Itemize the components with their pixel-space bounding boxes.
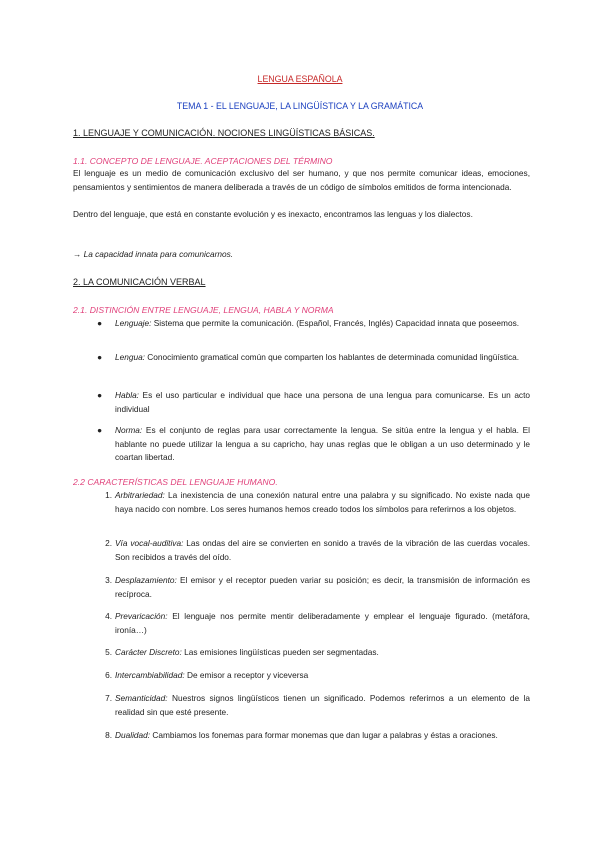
bullet-icon: ●: [97, 318, 103, 328]
bullet-text: [115, 389, 530, 416]
list-number: 2.: [105, 538, 112, 548]
list-term: Carácter Discreto:: [115, 647, 182, 657]
section-2-1-heading: 2.1. DISTINCIÓN ENTRE LENGUAJE, LENGUA, HABLA Y NORMA: [73, 305, 334, 315]
list-number: 4.: [105, 611, 112, 621]
list-number: 1.: [105, 490, 112, 500]
list-term: Dualidad:: [115, 730, 151, 740]
bullet-description: Es el uso particular e individual que hace una persona de una lengua para comunicarse. Es un acto individual: [115, 390, 530, 414]
bullet-term: Lenguaje:: [115, 318, 152, 328]
section-1-paragraph-1: El lenguaje es un medio de comunicación exclusivo del ser humano, y que nos permite comunicar ideas, emociones, pensamientos y sentimientos de manera deliberada a través de un código de símbolos emitidos de forma intencionada.: [73, 168, 530, 192]
list-description: La inexistencia de una conexión natural entre una palabra y su significado. No existe nada que haya nacido con nombre. Los seres humanos hemos creado todos los símbolos para referirnos a los objetos.: [115, 490, 530, 514]
list-number: 7.: [105, 693, 112, 703]
list-description: Las emisiones lingüísticas pueden ser segmentadas.: [181, 647, 379, 657]
list-text: [115, 692, 530, 719]
list-text: [115, 669, 530, 683]
list-number: 5.: [105, 647, 112, 657]
bullet-text: [115, 424, 530, 465]
bullet-term: Habla:: [115, 390, 139, 400]
bullet-icon: ●: [97, 352, 103, 362]
section-2-heading: 2. LA COMUNICACIÓN VERBAL: [73, 277, 206, 287]
bullet-text: [115, 351, 530, 365]
list-description: Las ondas del aire se convierten en sonido a través de la vibración de las cuerdas vocales. Son recibidos a través del oído.: [115, 538, 531, 562]
list-term: Desplazamiento:: [115, 575, 177, 585]
list-term: Vía vocal-auditiva:: [115, 538, 184, 548]
list-number: 6.: [105, 670, 112, 680]
list-description: El emisor y el receptor pueden variar su posición; es decir, la transmisión de información es recíproca.: [115, 575, 530, 599]
bullet-term: Norma:: [115, 425, 143, 435]
section-2-2-heading: 2.2 CARACTERÍSTICAS DEL LENGUAJE HUMANO.: [73, 477, 278, 487]
list-term: Prevaricación:: [115, 611, 168, 621]
bullet-term: Lengua:: [115, 352, 145, 362]
bullet-text: [115, 317, 530, 331]
list-term: Semanticidad:: [115, 693, 168, 703]
list-text: [115, 574, 530, 601]
document-title: LENGUA ESPAÑOLA: [257, 74, 343, 84]
bullet-icon: ●: [97, 390, 103, 400]
document-subtitle: TEMA 1 - EL LENGUAJE, LA LINGÜÍSTICA Y LA GRAMÁTICA: [176, 101, 424, 111]
list-description: El lenguaje nos permite mentir deliberadamente y emplear el lenguaje figurado. (metáfora, ironía…): [115, 611, 530, 635]
section-1-paragraph-2: Dentro del lenguaje, que está en constante evolución y es inexacto, encontramos las lenguas y los dialectos.: [73, 209, 473, 219]
list-text: [115, 646, 530, 660]
bullet-description: Conocimiento gramatical común que comparten los hablantes de determinada comunidad lingüística.: [145, 352, 520, 362]
bullet-description: Sistema que permite la comunicación. (Español, Francés, Inglés) Capacidad innata que poseemos.: [151, 318, 520, 328]
section-1-1-heading: 1.1. CONCEPTO DE LENGUAJE. ACEPTACIONES DEL TÉRMINO: [73, 156, 333, 166]
list-text: [115, 537, 530, 564]
list-text: [115, 729, 530, 743]
list-description: De emisor a receptor y viceversa: [184, 670, 309, 680]
list-description: Nuestros signos lingüísticos tienen un significado. Podemos referirnos a un elemento de la realidad sin que esté presente.: [115, 693, 530, 717]
list-text: [115, 489, 530, 516]
list-number: 8.: [105, 730, 112, 740]
section-1-arrow-note: → La capacidad innata para comunicarnos.: [73, 249, 234, 259]
list-number: 3.: [105, 575, 112, 585]
bullet-icon: ●: [97, 425, 103, 435]
list-text: [115, 610, 530, 637]
list-description: Cambiamos los fonemas para formar monemas que dan lugar a palabras y éstas a oraciones.: [150, 730, 498, 740]
list-term: Arbitrariedad:: [115, 490, 165, 500]
bullet-description: Es el conjunto de reglas para usar correctamente la lengua. Se sitúa entre la lengua y el habla. El hablante no puede utilizar la lengua a su capricho, hay unas reglas que le obligan a un uso determinado y le coartan libertad.: [115, 425, 530, 463]
list-term: Intercambiabilidad:: [115, 670, 185, 680]
section-1-heading: 1. LENGUAJE Y COMUNICACIÓN. NOCIONES LINGÜÍSTICAS BÁSICAS.: [73, 128, 375, 138]
